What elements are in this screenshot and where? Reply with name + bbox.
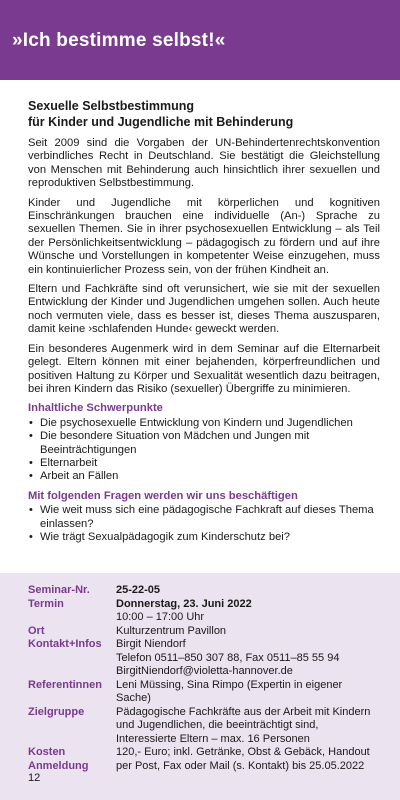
- seminar-value: 25-22-05: [116, 584, 161, 596]
- header-banner: [0, 0, 400, 80]
- termin-label: Termin: [28, 597, 64, 610]
- zielgruppe-value: Pädagogische Fachkräfte aus der Arbeit mit Kindern und Jugendlichen, die beeinträchtigt sind, Interessierte Eltern – max. 16 Personen: [116, 705, 371, 745]
- kontakt-label: Kontakt+Infos: [28, 638, 102, 650]
- ort-value: Kulturzentrum Pavillon: [116, 624, 227, 637]
- seminar-label: Seminar-Nr.: [28, 584, 90, 596]
- zielgruppe-label: Zielgruppe: [28, 705, 85, 718]
- kontakt-phone: Telefon 0511–850 307 88, Fax 0511–85 55 94: [116, 651, 340, 664]
- anmeldung-label: Anmeldung: [28, 759, 89, 772]
- kosten-value: 120,- Euro; inkl. Getränke, Obst & Gebäck, Handout: [116, 746, 370, 758]
- anmeldung-value: per Post, Fax oder Mail (s. Kontakt) bis 25.05.2022: [116, 759, 365, 772]
- seminar-info-box: [0, 573, 400, 800]
- article-heading: [28, 98, 380, 130]
- list-item: • Wie weit muss sich eine pädagogische Fachkraft auf dieses Thema einlassen?: [28, 504, 380, 531]
- article: [28, 98, 380, 550]
- list-item: • Arbeit an Fällen: [28, 470, 380, 483]
- kosten-label: Kosten: [28, 746, 66, 758]
- page-number: 12: [28, 772, 41, 784]
- kontakt-email: BirgitNiendorf@violetta-hannover.de: [116, 665, 293, 677]
- referentinnen-value: Leni Müssing, Sina Rimpo (Expertin in eigener Sache): [116, 678, 343, 704]
- termin-date: Donnerstag, 23. Juni 2022: [116, 597, 252, 610]
- termin-time: 10:00 – 17:00 Uhr: [116, 611, 205, 623]
- list-item: • Die psychosexuelle Entwicklung von Kindern und Jugendlichen: [28, 417, 380, 430]
- kontakt-name: Birgit Niendorf: [116, 638, 186, 650]
- article-heading-line2: für Kinder und Jugendliche mit Behinderung: [28, 115, 294, 129]
- seminar-info-table: [28, 584, 380, 773]
- fragen-list: [28, 504, 380, 544]
- list-item: • Die besondere Situation von Mädchen und Jungen mit Beeinträchtigungen: [28, 430, 380, 457]
- schwerpunkte-list: [28, 417, 380, 484]
- paragraph: Eltern und Fachkräfte sind oft verunsichert, wie sie mit der sexuellen Entwicklung der Kinder und Jugendlichen umgehen sollen. Auch heute noch vermuten viele, dass es besser ist, dieses Thema auszusparen, damit keine ›schlafenden Hunde‹ geweckt werden.: [28, 283, 380, 336]
- paragraph: Ein besonderes Augenmerk wird in dem Seminar auf die Elternarbeit gelegt. Eltern können mit einer bejahenden, körperfreundlichen und positiven Haltung zu Körper und Sexualität wesentlich dazu beitragen, bei ihren Kindern das Risiko (sexueller) Übergriffe zu minimieren.: [28, 342, 380, 395]
- paragraph: Kinder und Jugendliche mit körperlichen und kognitiven Einschränkungen brauchen eine individuelle (An-) Sprache zu sexuellen Themen. Sie in ihrer psychosexuellen Entwicklung – als Teil der Persönlichkeitsentwicklung – pädagogisch zu fördern und auf ihre Wünsche und Vorstellungen in kompetenter Weise einzugehen, muss ein kontinuierlicher Prozess sein, von der frühen Kindheit an.: [28, 196, 380, 276]
- list-item: • Elternarbeit: [28, 457, 380, 470]
- section-heading-schwerpunkte: Inhaltliche Schwerpunkte: [28, 402, 163, 415]
- page-title: »Ich bestimme selbst!«: [12, 30, 226, 51]
- paragraph: Seit 2009 sind die Vorgaben der UN-Behindertenrechtskonvention verbindliches Recht in Deutschland. Sie bestätigt die Gleichstellung von Menschen mit Behinderung auch hinsichtlich ihrer sexuellen und reproduktiven Selbstbestimmung.: [28, 137, 380, 190]
- ort-label: Ort: [28, 624, 45, 637]
- list-item: • Wie trägt Sexualpädagogik zum Kinderschutz bei?: [28, 531, 380, 544]
- article-heading-line1: Sexuelle Selbstbestimmung: [28, 99, 195, 113]
- section-heading-fragen: Mit folgenden Fragen werden wir uns beschäftigen: [28, 489, 298, 502]
- referentinnen-label: Referentinnen: [28, 678, 102, 691]
